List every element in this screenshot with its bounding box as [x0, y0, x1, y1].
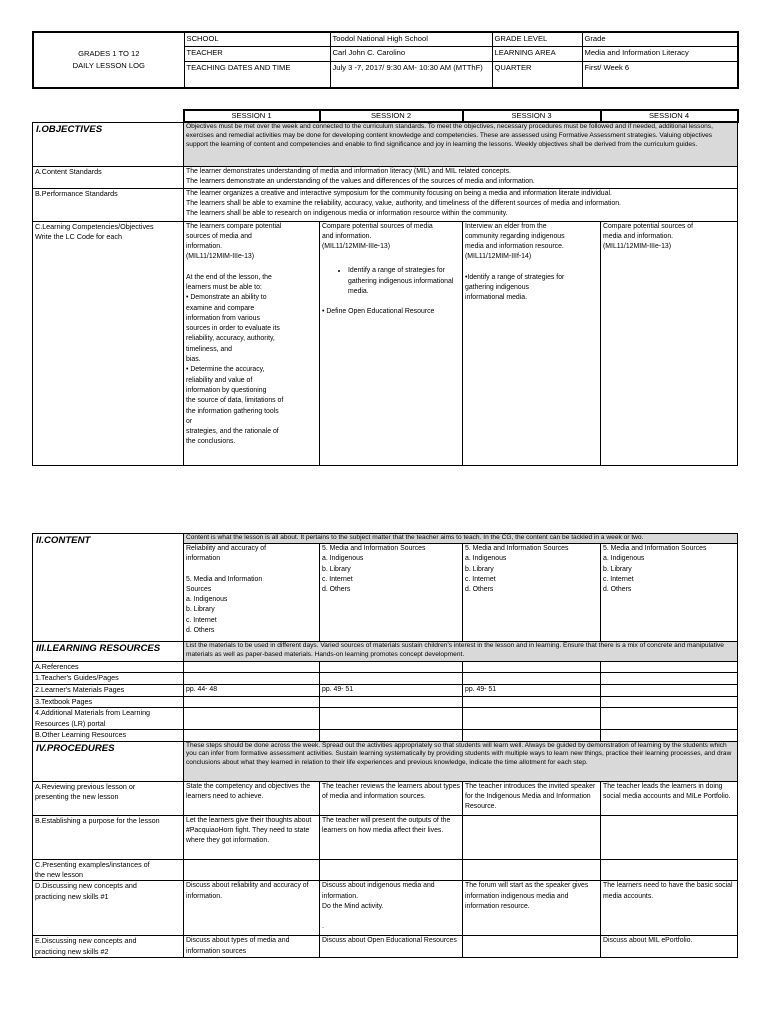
content-session-2: 5. Media and Information Sources a. Indigenous b. Library c. Internet d. Others — [320, 544, 463, 642]
procedure-a-label: A.Reviewing previous lesson or presenting the new lesson — [33, 781, 184, 815]
textbook-label: 3.Textbook Pages — [33, 696, 184, 707]
procedure-e-session-4: Discuss about MIL ePortfolio. — [601, 936, 738, 958]
resources-note: List the materials to be used in different days. Varied sources of materials sustain children's interest in the lesson and in learning. Ensure that there is a mix of concrete and manipulative materials as well as paper-based materials. Hands-on learning promotes concept development. — [184, 642, 738, 662]
learners-materials-label: 2.Learner's Materials Pages — [33, 685, 184, 696]
learners-pages-session-3: pp. 49- 51 — [463, 685, 601, 696]
procedures-note: These steps should be done across the week. Spread out the activities appropriately so that students will learn well. Always be guided by demonstration of learning by the students which you can infer from formative assessment activities. Sustain learning systematically by providing students with multiple ways to learn new things, practice their learning processes, and draw conclusions about what they learned in relation to their life experiences and previous knowledge, indicate the time allotment for each step. — [184, 741, 738, 781]
grade-value: Grade — [582, 32, 738, 46]
procedure-d-label: D.Discussing new concepts and practicing new skills #1 — [33, 881, 184, 936]
objectives-table — [32, 109, 739, 466]
references-label: A.References — [33, 662, 184, 673]
procedure-b-session-2: The teacher will present the outputs of the learners on how media affect their lives. — [320, 815, 463, 859]
other-resources-label: B.Other Learning Resources — [33, 730, 184, 741]
content-note: Content is what the lesson is all about. It pertains to the subject matter that the teacher aims to teach. In the CG, the content can be tackled in a week or two. — [184, 534, 738, 544]
content-procedures-table — [32, 533, 738, 958]
session-1-header: SESSION 1 — [184, 110, 320, 122]
session-2-header: SESSION 2 — [320, 110, 463, 122]
procedure-a-session-3: The teacher introduces the invited speaker for the Indigenous Media and Information Resource. — [463, 781, 601, 815]
area-label: LEARNING AREA — [492, 46, 582, 61]
school-value: Toodol National High School — [330, 32, 492, 46]
competency-bullet: • Identify a range of strategies for gathering indigenous informational media. — [348, 266, 460, 297]
objectives-note: Objectives must be met over the week and connected to the curriculum standards. To meet the objectives, necessary procedures must be followed and if needed, additional lessons, exercises and remedial activities may be done for developing content knowledge and competencies. These are assessed using Formative Assessment strategies. Valuing objectives support the learning of content and competencies and enable to find significance and joy in learning the lessons. Weekly objectives shall be derived from the curriculum guides. — [184, 122, 738, 166]
content-session-1: Reliability and accuracy of information 5. Media and Information Sources a. Indigenous b. Library c. Internet d. Others — [184, 544, 320, 642]
dates-value: July 3 -7, 2017/ 9:30 AM- 10:30 AM (MTThF) — [330, 61, 492, 88]
log-title: GRADES 1 TO 12 DAILY LESSON LOG — [33, 32, 184, 88]
competency-session-2: Compare potential sources of media and information. (MIL11/12MIM-IIIe-13) • Identify a range of strategies for gathering indigenous informational media. • Define Open Educational Resource — [320, 221, 463, 465]
content-standards-text: The learner demonstrates understanding of media and information literacy (MIL) and MIL related concepts. The learners demonstrate an understanding of the values and differences of the sources of media and information. — [184, 166, 738, 188]
content-session-4: 5. Media and Information Sources a. Indigenous b. Library c. Internet d. Others — [601, 544, 738, 642]
procedure-a-session-4: The teacher leads the learners in doing social media accounts and MILe Portfolio. — [601, 781, 738, 815]
competency-session-1: The learners compare potential sources of media and information. (MIL11/12MIM-IIIe-13) At the end of the lesson, the learners must be able to: • Demonstrate an ability to examine and compare information from various sources in order to evaluate its reliability, accuracy, authority, timeliness, and bias. • Determine the accuracy, reliability and value of information by questioning the source of data, limitations of the information gathering tools or strategies, and the rationale of the conclusions. — [184, 221, 320, 465]
procedure-d-session-1: Discuss about reliability and accuracy of information. — [184, 881, 320, 936]
procedure-e-session-1: Discuss about types of media and information sources — [184, 936, 320, 958]
dates-label: TEACHING DATES AND TIME — [184, 61, 330, 88]
content-title: II.CONTENT — [33, 534, 184, 642]
competency-session-3: Interview an elder from the community regarding indigenous media and information resource. (MIL11/12MIM-IIIf-14) •Identify a range of strategies for gathering indigenous informational media. — [463, 221, 601, 465]
procedure-d-session-3: The forum will start as the speaker gives information indigenous media and information resource. — [463, 881, 601, 936]
school-label: SCHOOL — [184, 32, 330, 46]
area-value: Media and Information Literacy — [582, 46, 738, 61]
content-standards-label: A.Content Standards — [33, 166, 184, 188]
header-table — [32, 31, 739, 89]
performance-standards-label: B.Performance Standards — [33, 188, 184, 221]
session-4-header: SESSION 4 — [601, 110, 738, 122]
procedure-b-session-1: Let the learners give their thoughts about #PacquiaoHorn fight. They need to state where they got information. — [184, 815, 320, 859]
grade-label: GRADE LEVEL — [492, 32, 582, 46]
procedure-d-session-2: Discuss about indigenous media and information. Do the Mind activity. . — [320, 881, 463, 936]
quarter-value: First/ Week 6 — [582, 61, 738, 88]
procedure-a-session-1: State the competency and objectives the learners need to achieve. — [184, 781, 320, 815]
competencies-label: C.Learning Competencies/Objectives Write the LC Code for each — [33, 221, 184, 465]
learners-pages-session-2: pp. 49- 51 — [320, 685, 463, 696]
content-session-3: 5. Media and Information Sources a. Indigenous b. Library c. Internet d. Others — [463, 544, 601, 642]
teacher-value: Carl John C. Carolino — [330, 46, 492, 61]
teacher-label: TEACHER — [184, 46, 330, 61]
additional-materials-label: 4.Additional Materials from Learning Resources (LR) portal — [33, 708, 184, 730]
procedure-d-session-4: The learners need to have the basic social media accounts. — [601, 881, 738, 936]
procedure-e-label: E.Discussing new concepts and practicing new skills #2 — [33, 936, 184, 958]
competency-session-4: Compare potential sources of media and information. (MIL11/12MIM-IIIe-13) — [601, 221, 738, 465]
procedure-c-label: C.Presenting examples/instances of the new lesson — [33, 859, 184, 881]
procedure-a-session-2: The teacher reviews the learners about types of media and information sources. — [320, 781, 463, 815]
session-3-header: SESSION 3 — [463, 110, 601, 122]
teachers-guides-label: 1.Teacher's Guides/Pages — [33, 673, 184, 685]
objectives-title: I.OBJECTIVES — [33, 122, 184, 166]
procedure-e-session-2: Discuss about Open Educational Resources — [320, 936, 463, 958]
procedures-title: IV.PROCEDURES — [33, 741, 184, 781]
resources-title: III.LEARNING RESOURCES — [33, 642, 184, 662]
learners-pages-session-1: pp. 44- 48 — [184, 685, 320, 696]
quarter-label: QUARTER — [492, 61, 582, 88]
performance-standards-text: The learner organizes a creative and interactive symposium for the community focusing on being a media and information literate individual. The learners shall be able to examine the reliability, accuracy, value, authority, and timeliness of the different sources of media and information. The learners shall be able to research on indigenous media or information resource within the community. — [184, 188, 738, 221]
procedure-b-label: B.Establishing a purpose for the lesson — [33, 815, 184, 859]
